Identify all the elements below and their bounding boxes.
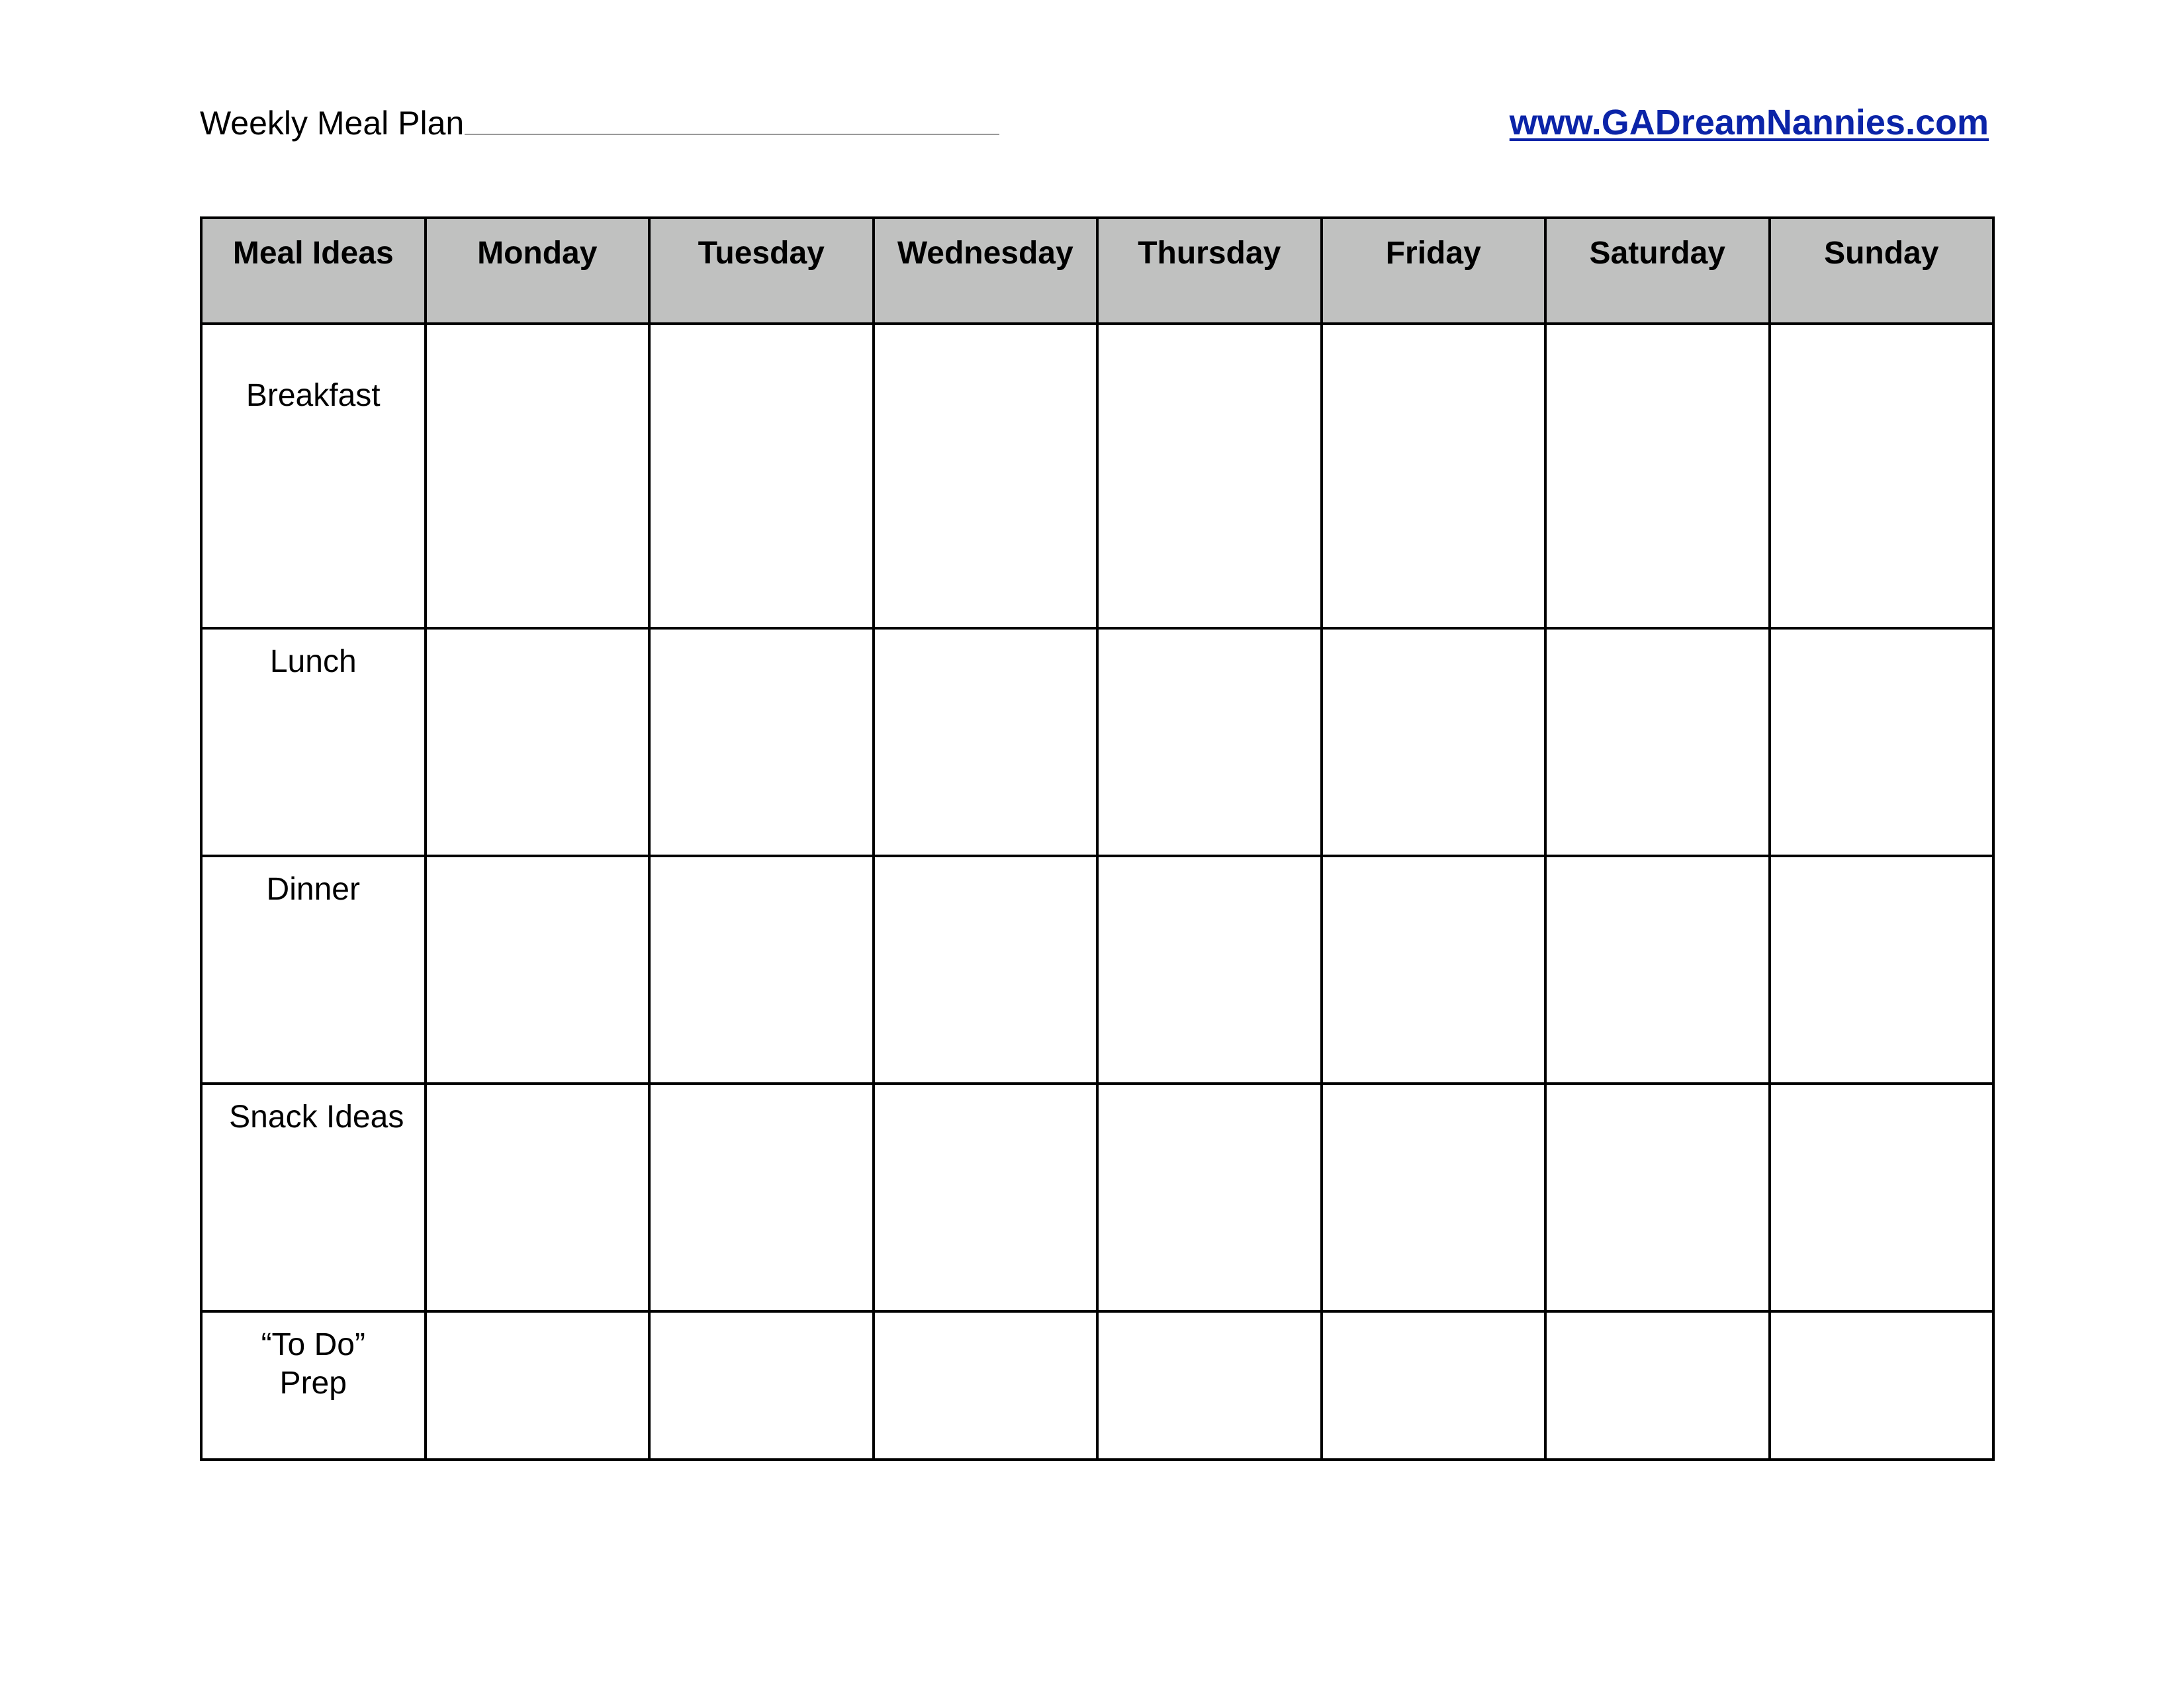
column-header-meal-ideas: Meal Ideas: [201, 218, 426, 324]
cell-snack-monday[interactable]: [426, 1084, 650, 1311]
cell-dinner-monday[interactable]: [426, 856, 650, 1084]
table-row-breakfast: [201, 324, 1993, 628]
cell-snack-sunday[interactable]: [1770, 1084, 1994, 1311]
cell-dinner-wednesday[interactable]: [874, 856, 1098, 1084]
cell-lunch-saturday[interactable]: [1545, 628, 1770, 856]
cell-lunch-friday[interactable]: [1322, 628, 1546, 856]
column-header-saturday: Saturday: [1545, 218, 1770, 324]
cell-breakfast-friday[interactable]: [1322, 324, 1546, 628]
table-row-snack-ideas: [201, 1084, 1993, 1311]
cell-breakfast-monday[interactable]: [426, 324, 650, 628]
cell-breakfast-sunday[interactable]: [1770, 324, 1994, 628]
column-header-monday: Monday: [426, 218, 650, 324]
cell-lunch-tuesday[interactable]: [649, 628, 874, 856]
row-label-text: Breakfast: [246, 378, 381, 413]
row-label-text: Snack Ideas: [229, 1100, 404, 1135]
row-label-text: “To Do”: [261, 1327, 365, 1362]
cell-snack-friday[interactable]: [1322, 1084, 1546, 1311]
cell-lunch-sunday[interactable]: [1770, 628, 1994, 856]
table-header-row: [201, 218, 1993, 324]
table-row-dinner: [201, 856, 1993, 1084]
row-label-breakfast: [201, 324, 426, 628]
table-row-todo-prep: [201, 1311, 1993, 1460]
cell-todo-tuesday[interactable]: [649, 1311, 874, 1460]
cell-todo-wednesday[interactable]: [874, 1311, 1098, 1460]
row-label-lunch: [201, 628, 426, 856]
column-header-friday: Friday: [1322, 218, 1546, 324]
website-link[interactable]: www.GADreamNannies.com: [1509, 103, 1989, 142]
cell-lunch-wednesday[interactable]: [874, 628, 1098, 856]
cell-breakfast-wednesday[interactable]: [874, 324, 1098, 628]
cell-dinner-friday[interactable]: [1322, 856, 1546, 1084]
column-header-sunday: Sunday: [1770, 218, 1994, 324]
title-blank-line: [465, 134, 999, 135]
table-row-lunch: [201, 628, 1993, 856]
cell-breakfast-tuesday[interactable]: [649, 324, 874, 628]
cell-breakfast-saturday[interactable]: [1545, 324, 1770, 628]
cell-todo-sunday[interactable]: [1770, 1311, 1994, 1460]
row-label-text: Dinner: [266, 872, 360, 907]
cell-dinner-thursday[interactable]: [1097, 856, 1322, 1084]
cell-breakfast-thursday[interactable]: [1097, 324, 1322, 628]
row-label-snack-ideas: [201, 1084, 426, 1311]
cell-snack-saturday[interactable]: [1545, 1084, 1770, 1311]
column-header-wednesday: Wednesday: [874, 218, 1098, 324]
cell-todo-friday[interactable]: [1322, 1311, 1546, 1460]
page-title: Weekly Meal Plan: [200, 105, 465, 142]
cell-dinner-saturday[interactable]: [1545, 856, 1770, 1084]
cell-snack-wednesday[interactable]: [874, 1084, 1098, 1311]
column-header-thursday: Thursday: [1097, 218, 1322, 324]
row-label-text: Prep: [279, 1366, 347, 1401]
cell-dinner-tuesday[interactable]: [649, 856, 874, 1084]
row-label-todo-prep: [201, 1311, 426, 1460]
cell-dinner-sunday[interactable]: [1770, 856, 1994, 1084]
meal-plan-table: [200, 216, 1995, 1461]
cell-lunch-thursday[interactable]: [1097, 628, 1322, 856]
row-label-text: Lunch: [269, 644, 357, 679]
cell-lunch-monday[interactable]: [426, 628, 650, 856]
cell-snack-thursday[interactable]: [1097, 1084, 1322, 1311]
column-header-tuesday: Tuesday: [649, 218, 874, 324]
cell-snack-tuesday[interactable]: [649, 1084, 874, 1311]
row-label-dinner: [201, 856, 426, 1084]
cell-todo-monday[interactable]: [426, 1311, 650, 1460]
cell-todo-saturday[interactable]: [1545, 1311, 1770, 1460]
cell-todo-thursday[interactable]: [1097, 1311, 1322, 1460]
